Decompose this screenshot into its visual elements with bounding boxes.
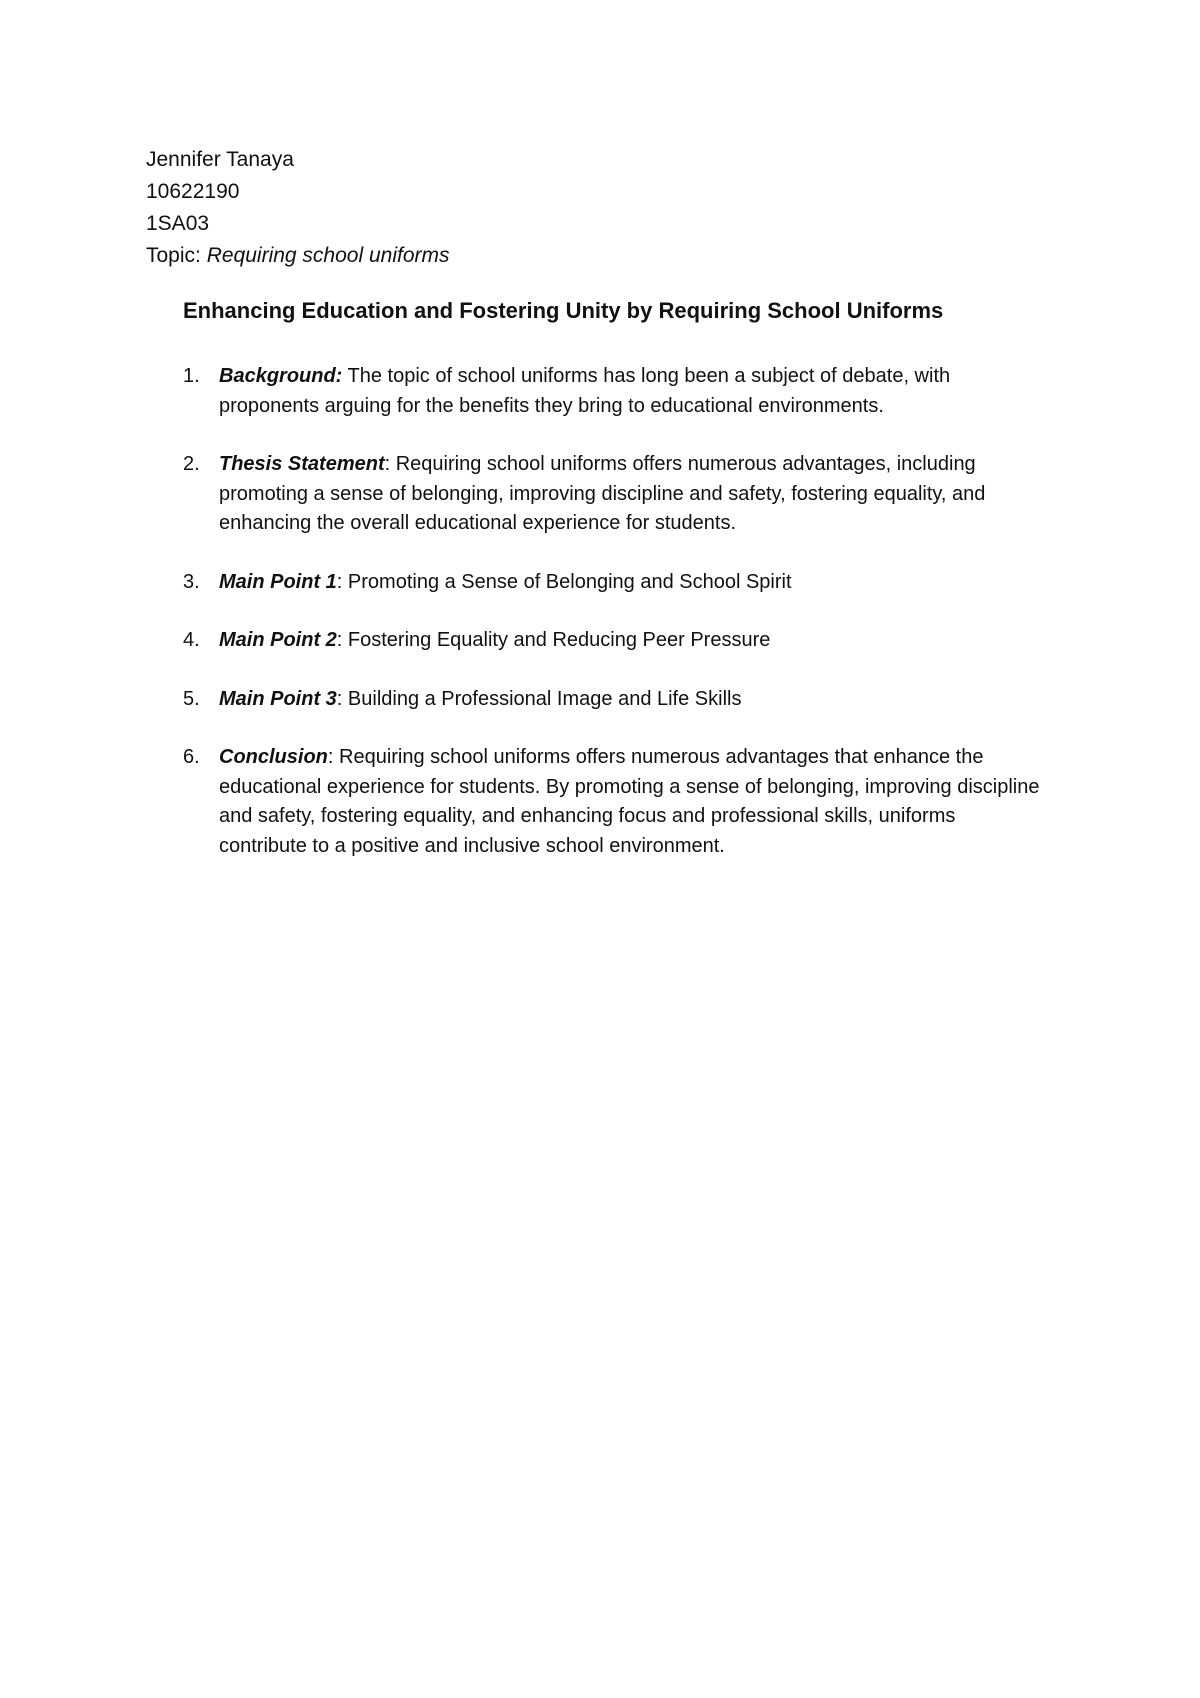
outline-item-label: Conclusion bbox=[219, 746, 328, 768]
outline-item-background bbox=[183, 362, 1043, 421]
outline-item-main-point-1 bbox=[183, 568, 1043, 598]
student-name: Jennifer Tanaya bbox=[146, 148, 294, 171]
outline-item-thesis bbox=[183, 450, 1043, 539]
outline-item-number: 3. bbox=[183, 570, 200, 593]
student-id: 10622190 bbox=[146, 180, 240, 203]
outline-item-label: Main Point 3 bbox=[219, 687, 337, 710]
outline-item-label: Main Point 2 bbox=[219, 629, 337, 651]
outline-item-number: 6. bbox=[183, 746, 200, 768]
outline-item-text: : Requiring school uniforms offers numerous advantages, including promoting a sense of belonging, improving discipline and safety, fostering equality, and enhancing the overall educational experience for students. bbox=[219, 453, 986, 534]
outline-item-number: 2. bbox=[183, 453, 200, 475]
outline-item-label: Thesis Statement bbox=[219, 453, 385, 475]
outline-item-conclusion bbox=[183, 743, 1043, 861]
document-title: Enhancing Education and Fostering Unity by Requiring School Uniforms bbox=[183, 298, 944, 323]
outline-item-number: 4. bbox=[183, 629, 200, 651]
outline-item-main-point-3 bbox=[183, 685, 1043, 715]
outline-item-text: : Requiring school uniforms offers numerous advantages that enhance the educational experience for students. By promoting a sense of belonging, improving discipline and safety, fostering equality, and enhancing focus and professional skills, uniforms contribute to a positive and inclusive school environment. bbox=[219, 746, 1040, 857]
outline-item-main-point-2 bbox=[183, 626, 1043, 656]
class-code: 1SA03 bbox=[146, 212, 210, 235]
student-info-header bbox=[146, 144, 450, 272]
topic-value: Requiring school uniforms bbox=[206, 244, 450, 267]
outline-item-number: 5. bbox=[183, 687, 200, 710]
topic-line bbox=[146, 240, 450, 272]
outline-item-label: Main Point 1 bbox=[219, 570, 337, 593]
outline-list bbox=[183, 362, 1043, 890]
outline-item-label: Background: bbox=[219, 365, 343, 387]
outline-item-text: : Promoting a Sense of Belonging and School Spirit bbox=[336, 570, 792, 593]
outline-item-text: : Fostering Equality and Reducing Peer Pressure bbox=[336, 629, 771, 651]
outline-item-text: : Building a Professional Image and Life Skills bbox=[336, 687, 742, 710]
outline-item-text: The topic of school uniforms has long been a subject of debate, with proponents arguing for the benefits they bring to educational environments. bbox=[219, 365, 951, 417]
outline-item-number: 1. bbox=[183, 365, 200, 387]
topic-prefix: Topic: bbox=[146, 244, 207, 267]
